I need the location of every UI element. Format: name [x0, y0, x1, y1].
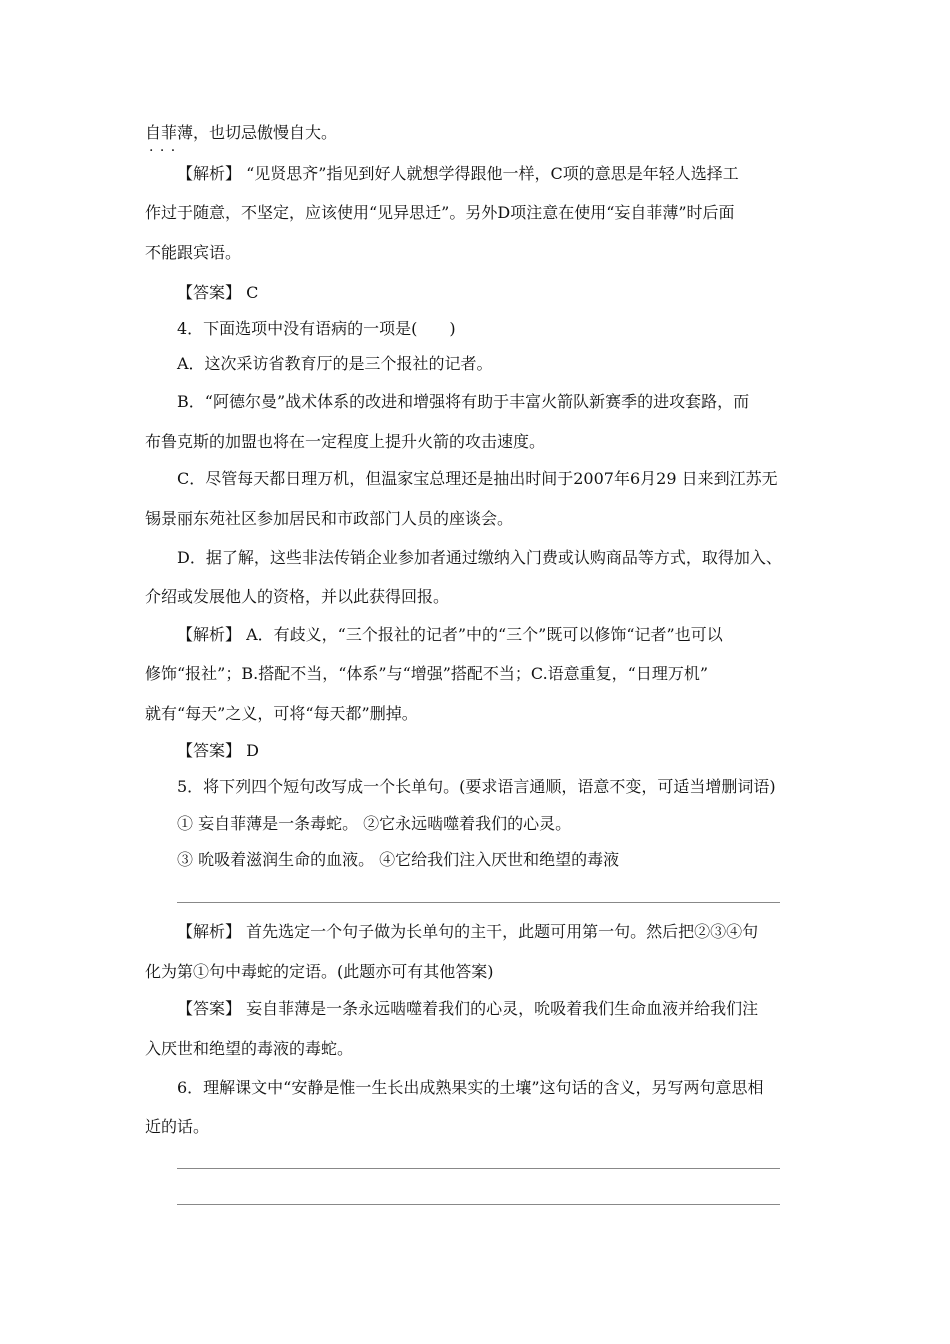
item-line: ① 妄自菲薄是一条毒蛇。 ②它永远啮噬着我们的心灵。: [177, 814, 572, 833]
answer-line: 【答案】 C: [177, 283, 259, 302]
text-line: 化为第①句中毒蛇的定语。(此题亦可有其他答案): [145, 962, 494, 981]
question-line: 4．下面选项中没有语病的一项是( ): [177, 319, 456, 338]
answer-blank-line: [177, 1204, 780, 1205]
text-line: 修饰“报社”；B.搭配不当，“体系”与“增强”搭配不当；C.语意重复，“日理万机”: [145, 664, 709, 683]
answer-blank-line: [177, 902, 780, 903]
analysis-line: 【解析】 首先选定一个句子做为长单句的主干，此题可用第一句。然后把②③④句: [177, 922, 759, 941]
question-line: 5．将下列四个短句改写成一个长单句。(要求语言通顺，语意不变，可适当增删词语): [177, 777, 776, 796]
text-line: 就有“每天”之义，可将“每天都”删掉。: [145, 704, 418, 723]
answer-blank-line: [177, 1168, 780, 1169]
analysis-line: 【解析】 “见贤思齐”指见到好人就想学得跟他一样，C项的意思是年轻人选择工: [177, 164, 739, 183]
text-line: 锡景丽东苑社区参加居民和市政部门人员的座谈会。: [145, 509, 514, 528]
question-line: 6．理解课文中“安静是惟一生长出成熟果实的土壤”这句话的含义，另写两句意思相: [177, 1078, 764, 1097]
option-d: D．据了解，这些非法传销企业参加者通过缴纳入门费或认购商品等方式，取得加入、: [177, 548, 782, 567]
text-line: 介绍或发展他人的资格，并以此获得回报。: [145, 587, 450, 606]
text-line: 布鲁克斯的加盟也将在一定程度上提升火箭的攻击速度。: [145, 432, 546, 451]
answer-line: 【答案】 妄自菲薄是一条永远啮噬着我们的心灵，吮吸着我们生命血液并给我们注: [177, 999, 759, 1018]
option-c: C．尽管每天都日理万机，但温家宝总理还是抽出时间于2007年6月29 日来到江苏无: [177, 469, 778, 488]
item-line: ③ 吮吸着滋润生命的血液。 ④它给我们注入厌世和绝望的毒液: [177, 850, 620, 869]
analysis-line: 【解析】 A．有歧义，“三个报社的记者”中的“三个”既可以修饰“记者”也可以: [177, 625, 723, 644]
option-a: A．这次采访省教育厅的是三个报社的记者。: [177, 354, 493, 373]
text-line: 自菲薄，也切忌傲慢自大。: [145, 123, 338, 142]
text-line: 入厌世和绝望的毒液的毒蛇。: [145, 1039, 354, 1058]
text-line: 近的话。: [145, 1117, 210, 1136]
text-line: 不能跟宾语。: [145, 243, 242, 262]
answer-line: 【答案】 D: [177, 741, 259, 760]
option-b: B．“阿德尔曼”战术体系的改进和增强将有助于丰富火箭队新赛季的进攻套路，而: [177, 392, 750, 411]
text-line: 作过于随意，不坚定，应该使用“见异思迁”。另外D项注意在使用“妄自菲薄”时后面: [145, 203, 735, 222]
